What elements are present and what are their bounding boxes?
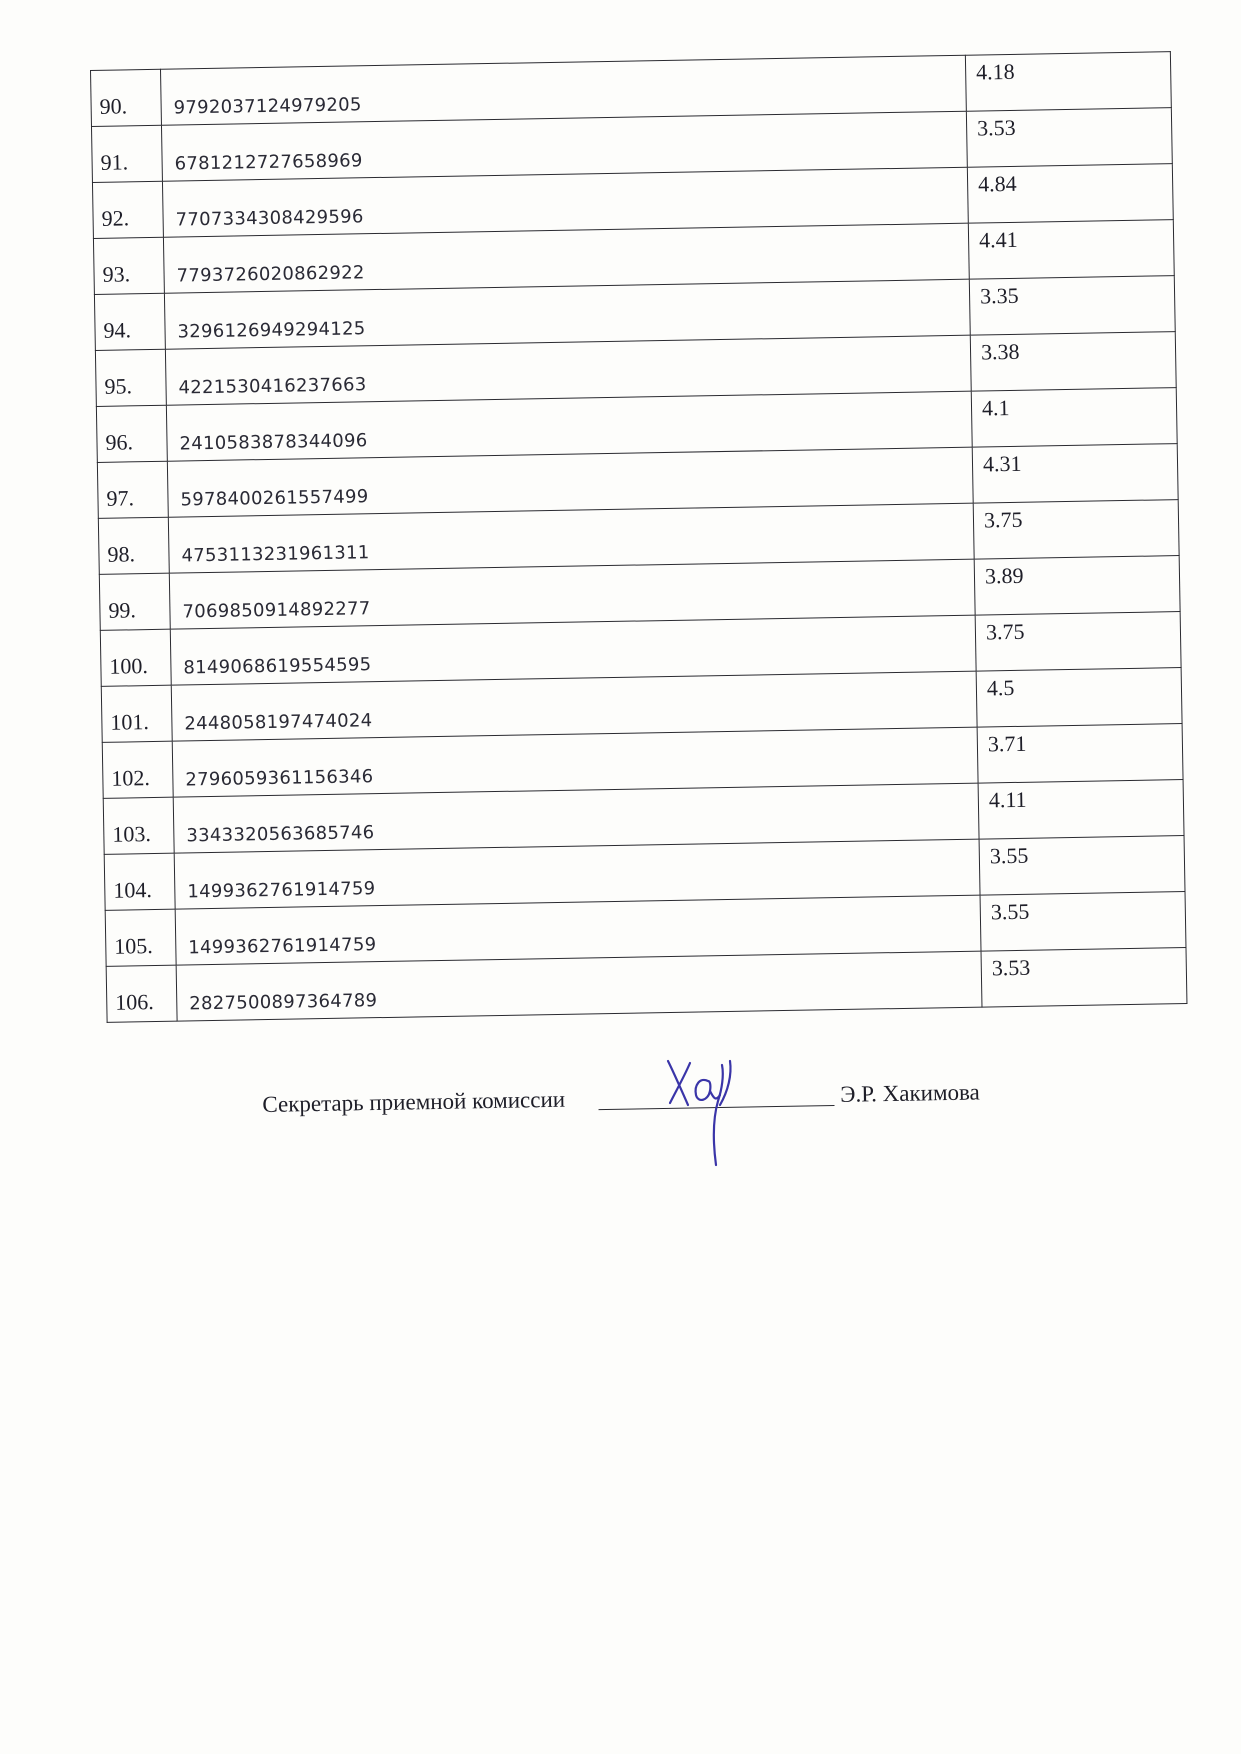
applicant-code: 7069850914892277	[182, 598, 371, 623]
average-score-cell	[969, 276, 1175, 336]
row-number: 103.	[112, 821, 152, 847]
average-score: 4.84	[977, 170, 1017, 197]
average-score: 4.18	[975, 58, 1015, 85]
applicant-code: 4221530416237663	[178, 374, 367, 399]
average-score-cell	[966, 108, 1172, 168]
applicant-code: 3343320563685746	[186, 822, 375, 847]
row-number: 93.	[102, 261, 131, 287]
score-table	[90, 51, 1187, 1023]
score-table-container	[90, 51, 1216, 1023]
row-number-cell	[94, 293, 165, 350]
average-score: 3.38	[980, 338, 1020, 365]
average-score: 4.5	[986, 674, 1015, 701]
row-number-cell	[102, 741, 173, 798]
row-number: 100.	[109, 653, 149, 679]
average-score: 3.55	[990, 898, 1030, 925]
average-score: 3.53	[991, 954, 1031, 981]
average-score-cell	[981, 948, 1187, 1008]
applicant-code: 3296126949294125	[177, 318, 366, 343]
row-number-cell	[106, 965, 177, 1022]
average-score: 3.71	[987, 730, 1027, 757]
average-score-cell	[970, 332, 1176, 392]
handwritten-signature	[660, 1055, 750, 1175]
score-table-body	[91, 52, 1187, 1023]
row-number-cell	[105, 909, 176, 966]
row-number: 94.	[103, 317, 132, 343]
row-number: 98.	[107, 541, 136, 567]
average-score-cell	[971, 388, 1177, 448]
row-number: 92.	[101, 205, 130, 231]
average-score-cell	[974, 556, 1180, 616]
row-number: 104.	[113, 877, 153, 903]
applicant-code: 2448058197474024	[184, 710, 373, 735]
applicant-code: 7707334308429596	[175, 206, 364, 231]
average-score: 3.89	[984, 562, 1024, 589]
average-score: 4.1	[981, 395, 1010, 421]
row-number-cell	[98, 517, 169, 574]
average-score-cell	[978, 780, 1184, 840]
average-score-cell	[973, 500, 1179, 560]
row-number: 99.	[108, 597, 137, 623]
applicant-code: 8149068619554595	[183, 654, 372, 679]
applicant-code: 7793726020862922	[176, 262, 365, 287]
applicant-code: 6781212727658969	[174, 150, 363, 175]
average-score-cell	[975, 612, 1181, 672]
applicant-code: 2410583878344096	[179, 430, 368, 455]
average-score: 4.11	[988, 786, 1027, 813]
average-score: 3.35	[979, 282, 1019, 309]
average-score-cell	[976, 668, 1182, 728]
applicant-code: 2796059361156346	[185, 766, 374, 791]
secretary-name: Э.Р. Хакимова	[840, 1079, 980, 1107]
row-number: 90.	[99, 93, 128, 119]
applicant-code: 4753113231961311	[181, 542, 370, 567]
row-number-cell	[91, 69, 162, 126]
applicant-code: 1499362761914759	[187, 878, 376, 903]
average-score: 3.75	[983, 506, 1023, 533]
average-score: 3.53	[976, 114, 1016, 141]
signature-block	[262, 1069, 1023, 1122]
average-score-cell	[977, 724, 1183, 784]
row-number: 96.	[105, 429, 134, 455]
average-score-cell	[965, 52, 1171, 112]
row-number-cell	[92, 181, 163, 238]
row-number-cell	[96, 405, 167, 462]
row-number: 91.	[100, 149, 129, 175]
average-score: 3.75	[985, 618, 1025, 645]
row-number: 95.	[104, 373, 133, 399]
row-number-cell	[93, 237, 164, 294]
average-score: 4.41	[978, 226, 1018, 253]
average-score: 3.55	[989, 842, 1029, 869]
row-number: 106.	[115, 989, 154, 1015]
applicant-code: 5978400261557499	[180, 486, 369, 511]
row-number-cell	[91, 125, 162, 182]
row-number: 102.	[111, 765, 151, 791]
secretary-label: Секретарь приемной комиссии	[262, 1086, 566, 1117]
row-number: 105.	[114, 933, 154, 959]
average-score: 4.31	[982, 450, 1022, 477]
average-score-cell	[979, 836, 1185, 896]
average-score-cell	[980, 892, 1186, 952]
row-number-cell	[101, 685, 172, 742]
row-number-cell	[99, 573, 170, 630]
row-number-cell	[97, 461, 168, 518]
applicant-code: 9792037124979205	[173, 94, 362, 119]
row-number-cell	[95, 349, 166, 406]
average-score-cell	[968, 220, 1174, 280]
row-number-cell	[100, 629, 171, 686]
average-score-cell	[972, 444, 1178, 504]
applicant-code: 2827500897364789	[189, 990, 378, 1015]
row-number: 101.	[110, 709, 150, 735]
average-score-cell	[967, 164, 1173, 224]
applicant-code: 1499362761914759	[188, 934, 377, 959]
row-number-cell	[104, 853, 175, 910]
row-number-cell	[103, 797, 174, 854]
row-number: 97.	[106, 485, 135, 511]
